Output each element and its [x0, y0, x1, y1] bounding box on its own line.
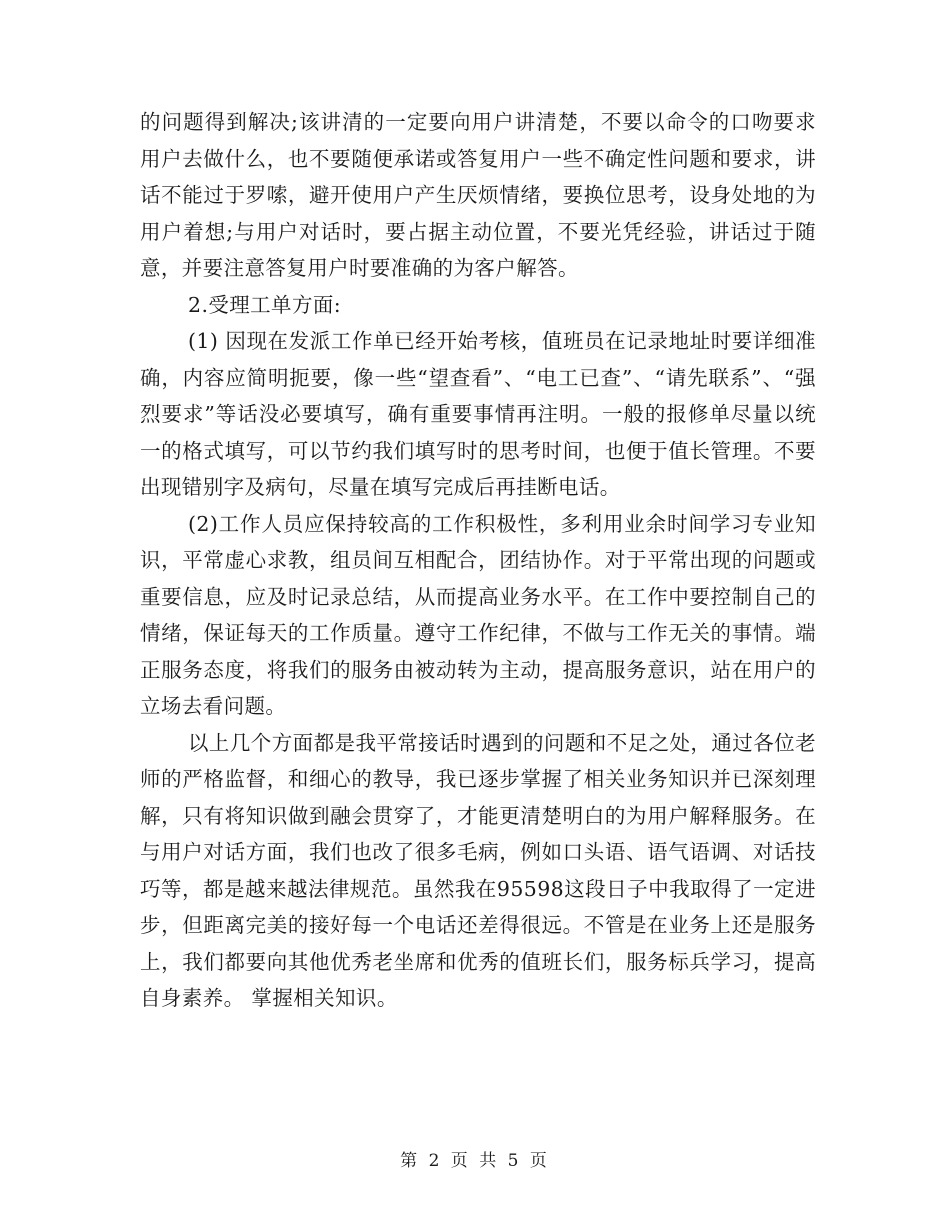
- document-body: [140, 104, 816, 1017]
- paragraph-summary: 以上几个方面都是我平常接话时遇到的问题和不足之处，通过各位老师的严格监督，和细心的教导，我已逐步掌握了相关业务知识并已深刻理解，只有将知识做到融会贯穿了，才能更清楚明白的为用户解释服务。在与用户对话方面，我们也改了很多毛病，例如口头语、语气语调、对话技巧等，都是越来越法律规范。虽然我在95598这段日子中我取得了一定进步，但距离完美的接好每一个电话还差得很远。不管是在业务上还是服务上，我们都要向其他优秀老坐席和优秀的值班长们，服务标兵学习，提高自身素养。 掌握相关知识。: [140, 730, 816, 1010]
- paragraph-continuation: 的问题得到解决;该讲清的一定要向用户讲清楚，不要以命令的口吻要求用户去做什么，也不要随便承诺或答复用户一些不确定性问题和要求，讲话不能过于罗嗦，避开使用户产生厌烦情绪，要换位思考，设身处地的为用户着想;与用户对话时，要占据主动位置，不要光凭经验，讲话过于随意，并要注意答复用户时要准确的为客户解答。: [140, 110, 816, 280]
- section-heading-work-order: 2.受理工单方面:: [188, 292, 342, 317]
- paragraph-item-2: (2)工作人员应保持较高的工作积极性，多利用业余时间学习专业知识，平常虚心求教，组员间互相配合，团结协作。对于平常出现的问题或重要信息，应及时记录总结，从而提高业务水平。在工作中要控制自己的情绪，保证每天的工作质量。遵守工作纪律，不做与工作无关的事情。端正服务态度，将我们的服务由被动转为主动，提高服务意识，站在用户的立场去看问题。: [140, 511, 816, 718]
- page-footer: 第 2 页 共 5 页: [400, 1151, 550, 1171]
- paragraph-item-1: (1) 因现在发派工作单已经开始考核，值班员在记录地址时要详细准确，内容应简明扼要，像一些“望查看”、“电工已查”、“请先联系”、“强烈要求”等话没必要填写，确有重要事情再注明。一般的报修单尽量以统一的格式填写，可以节约我们填写时的思考时间，也便于值长管理。不要出现错别字及病句，尽量在填写完成后再挂断电话。: [140, 329, 816, 499]
